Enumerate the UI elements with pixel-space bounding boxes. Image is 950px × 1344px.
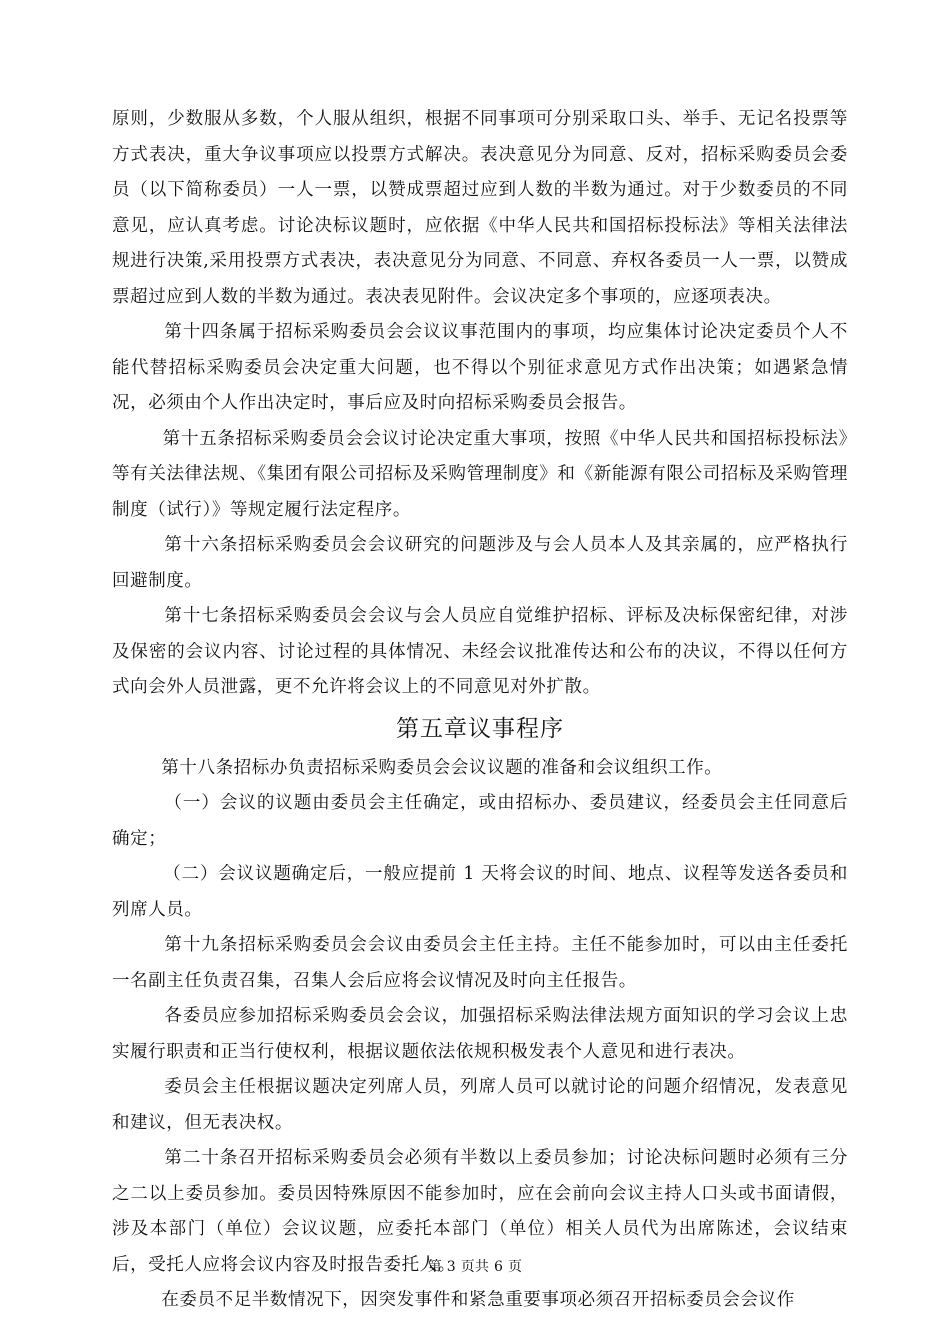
paragraph-article-15: 第十五条招标采购委员会会议讨论决定重大事项，按照《中华人民共和国招标投标法》等有关法律法规、《集团有限公司招标及采购管理制度》和《新能源有限公司招标及采购管理制度（试行）》等规定履行法定程序。 [112, 428, 849, 520]
page-number: 第 3 页共 6 页 [427, 1259, 523, 1275]
paragraph: 原则，少数服从多数，个人服从组织，根据不同事项可分别采取口头、举手、无记名投票等方式表决，重大争议事项应以投票方式解决。表决意见分为同意、反对，招标采购委员会委员（以下简称委员）一人一票，以赞成票超过应到人数的半数为通过。对于少数委员的不同意见，应认真考虑。讨论决标议题时，应依据《中华人民共和国招标投标法》等相关法律法规进行决策,采用投票方式表决，表决意见分为同意、不同意、弃权各委员一人一票，以赞成票超过应到人数的半数为通过。表决表见附件。会议决定多个事项的，应逐项表决。 [112, 109, 848, 307]
paragraph-article-17: 第十七条招标采购委员会会议与会人员应自觉维护招标、评标及决标保密纪律，对涉及保密的会议内容、讨论过程的具体情况、未经会议批准传达和公布的决议，不得以任何方式向会外人员泄露，更不允许将会议上的不同意见对外扩散。 [112, 606, 848, 697]
paragraph-article-19: 第十九条招标采购委员会会议由委员会主任主持。主任不能参加时，可以由主任委托一名副主任负责召集，召集人会后应将会议情况及时向主任报告。 [112, 935, 848, 991]
paragraph-quorum-exception: 在委员不足半数情况下，因突发事件和紧急重要事项必须召开招标委员会会议作 [112, 1290, 795, 1310]
paragraph-article-16: 第十六条招标采购委员会会议研究的问题涉及与会人员本人及其亲属的，应严格执行回避制度。 [112, 535, 848, 591]
paragraph-article-18: 第十八条招标办负责招标采购委员会会议议题的准备和会议组织工作。 [112, 757, 723, 778]
chapter-title: 第五章议事程序 [396, 715, 564, 742]
paragraph-item-2: （二）会议议题确定后，一般应提前 1 天将会议的时间、地点、议程等发送各委员和列席人员。 [112, 864, 848, 920]
paragraph-members-duty: 各委员应参加招标采购委员会会议，加强招标采购法律法规方面知识的学习会议上忠实履行职责和正当行使权利，根据议题依法依规积极发表个人意见和进行表决。 [112, 1006, 848, 1062]
paragraph-attendees: 委员会主任根据议题决定列席人员，列席人员可以就讨论的问题介绍情况，发表意见和建议，但无表决权。 [112, 1077, 848, 1133]
paragraph-article-20: 第二十条召开招标采购委员会必须有半数以上委员参加；讨论决标问题时必须有三分之二以上委员参加。委员因特殊原因不能参加时，应在会前向会议主持人口头或书面请假，涉及本部门（单位）会议议题，应委托本部门（单位）相关人员代为出席陈述，会议结束后，受托人应将会议内容及时报告委托人。 [112, 1148, 848, 1275]
paragraph-article-14: 第十四条属于招标采购委员会会议议事范围内的事项，均应集体讨论决定委员个人不能代替招标采购委员会决定重大问题，也不得以个别征求意见方式作出决策；如遇紧急情况，必须由个人作出决定时，事后应及时向招标采购委员会报告。 [112, 322, 848, 413]
paragraph-item-1: （一）会议的议题由委员会主任确定，或由招标办、委员建议，经委员会主任同意后确定； [112, 793, 848, 849]
document-body [112, 102, 848, 1319]
